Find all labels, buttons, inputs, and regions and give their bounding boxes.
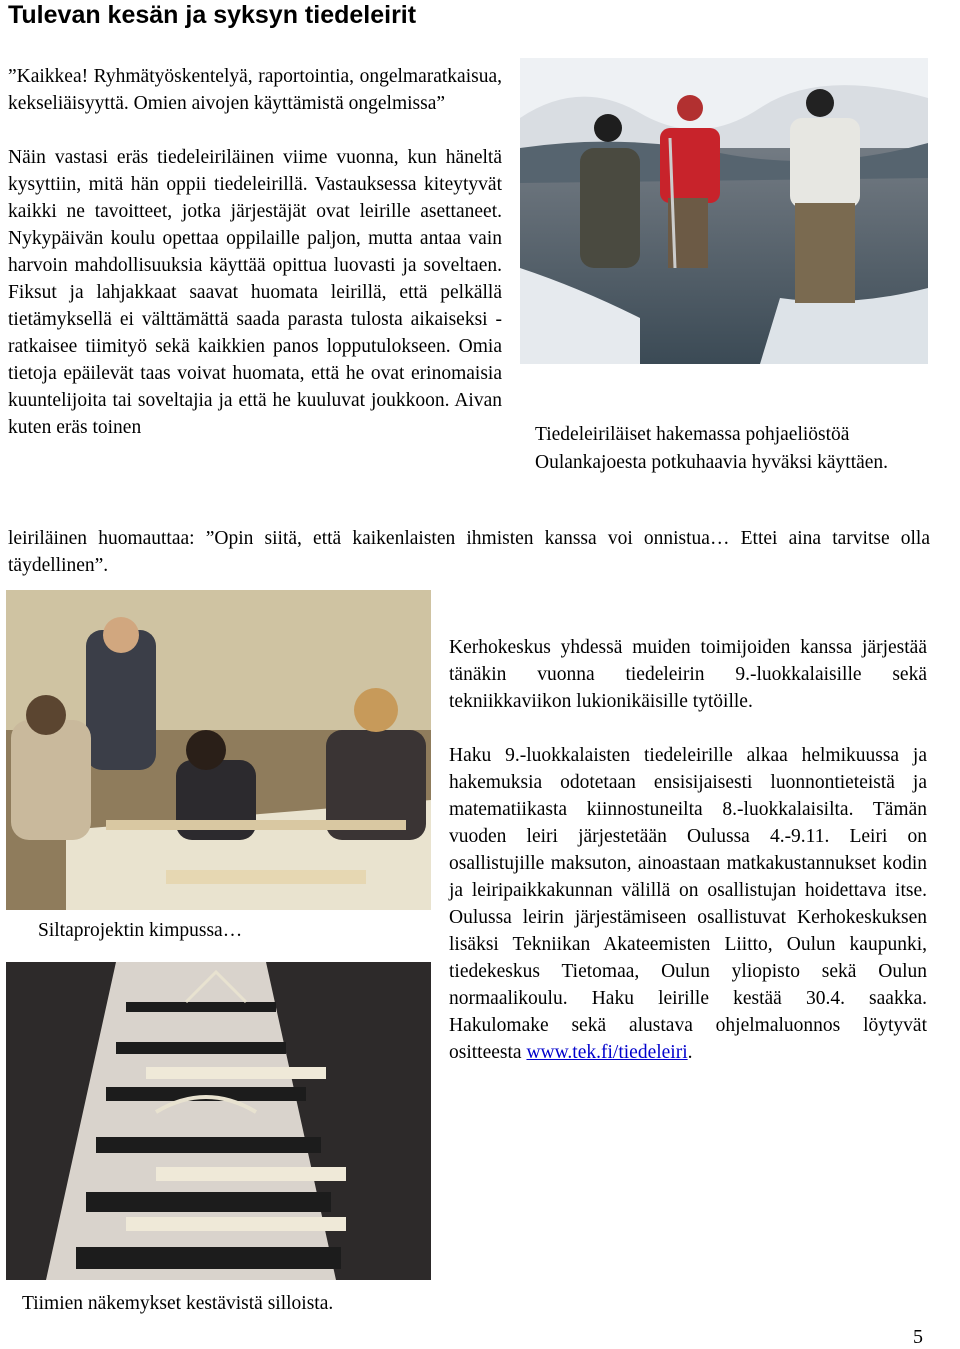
bridges-photo-image xyxy=(6,962,431,1280)
intro-body-full-width: leiriläinen huomauttaa: ”Opin siitä, että kaikenlaisten ihmisten kanssa voi onnistua… Ettei aina tarvitse olla täydellinen”. xyxy=(8,528,930,576)
intro-column xyxy=(8,63,502,441)
bridge-work-caption-box xyxy=(38,917,428,945)
intro-body: Näin vastasi eräs tiedeleiriläinen viime vuonna, kun häneltä kysyttiin, mitä hän oppii tiedeleirillä. Vastauksessa kiteytyvät kaikki ne tavoitteet, jotka järjestäjät ovat leirille asettaneet. Nykypäivän koulu opettaa oppilaille paljon, mutta antaa vain harvoin mahdollisuuksia käyttää opittua luovasti ja soveltaen. Fiksut ja lahjakkaat saavat huomata leirillä, että pelkällä tietämyksellä ei välttämättä saada parasta tulosta aikaiseksi - ratkaisee tiimityö sekä kaikkien panos lopputulokseen. Omia tietoja epäilevät taas voivat huomata, että he ovat erinomaisia kuuntelijoita tai soveltajia ja että he kuuluvat joukkoon. Aivan kuten eräs toinen xyxy=(8,147,502,438)
bridges-caption-box xyxy=(22,1290,442,1318)
intro-body-continued xyxy=(8,525,930,579)
page-title: Tulevan kesän ja syksyn tiedeleirit xyxy=(8,1,417,29)
river-caption: Tiedeleiriläiset hakemassa pohjaeliöstöä Oulankajoesta potkuhaavia hyväksi käyttäen. xyxy=(535,424,889,473)
bridges-caption: Tiimien näkemykset kestävistä silloista. xyxy=(22,1293,334,1314)
camp-info-para1: Kerhokeskus yhdessä muiden toimijoiden kanssa järjestää tänäkin vuonna tiedeleirin 9.-luokkalaisille sekä tekniikkaviikon lukionikäisille tytöille. xyxy=(449,637,927,712)
bridges-photo xyxy=(6,962,431,1280)
bridge-work-photo xyxy=(6,590,431,910)
bridge-work-caption: Siltaprojektin kimpussa… xyxy=(38,920,243,941)
bridge-work-photo-image xyxy=(6,590,431,910)
river-caption-box xyxy=(535,421,960,477)
camp-info-para2-text: Haku 9.-luokkalaisten tiedeleirille alkaa helmikuussa ja hakemuksia odotetaan ensisijaisesti luonnontieteistä ja matematiikasta kiinnostuneilta 8.-luokkalaisilta. Tämän vuoden leiri järjestetään Oulussa 4.-9.11. Leiri on osallistujille maksuton, ainoastaan matkakustannukset kodin ja leiripaikkakunnan välillä on osallistujan hoidettava itse. Oulussa leirin järjestämiseen osallistuvat Kerhokeskuksen lisäksi Tekniikan Akateemisten Liitto, Oulun kaupunki, tiedekeskus Tietomaa, Oulun yliopisto sekä Oulun normaalikoulu. Haku leirille kestää 30.4. saakka. Hakulomake sekä alustava ohjelmaluonnos löytyvät ositteesta xyxy=(449,745,927,1063)
camp-info-para2 xyxy=(449,742,927,1066)
river-photo-image xyxy=(520,58,928,364)
tiedeleiri-link[interactable]: www.tek.fi/tiedeleiri xyxy=(526,1042,688,1063)
camp-info-column xyxy=(449,634,927,1066)
river-photo xyxy=(520,58,928,364)
camp-info-para2-end: . xyxy=(687,1042,693,1063)
intro-quote: ”Kaikkea! Ryhmätyöskentelyä, raportointia, ongelmaratkaisua, kekseliäisyyttä. Omien aivojen käyttämistä ongelmissa” xyxy=(8,66,502,114)
page-number: 5 xyxy=(913,1326,923,1348)
